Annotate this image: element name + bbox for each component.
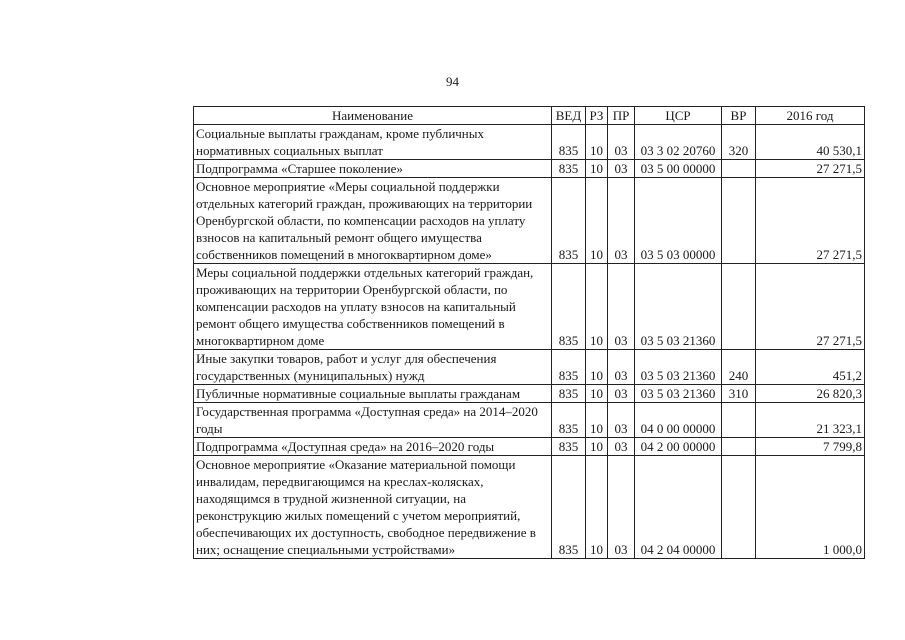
row-name xyxy=(194,178,552,264)
row-name-line: Социальные выплаты гражданам, кроме публичных xyxy=(196,126,484,141)
row-pr: 03 xyxy=(608,438,635,456)
header-year: 2016 год xyxy=(756,107,865,125)
table-row xyxy=(194,178,865,264)
row-name-line: Подпрограмма «Старшее поколение» xyxy=(196,161,403,176)
header-name: Наименование xyxy=(194,107,552,125)
row-ved: 835 xyxy=(552,350,586,385)
row-name-line: взносов на капитальный ремонт общего имущества xyxy=(196,230,482,245)
table-row xyxy=(194,438,865,456)
row-csr: 04 0 00 00000 xyxy=(635,403,722,438)
row-name xyxy=(194,438,552,456)
row-csr: 03 5 03 00000 xyxy=(635,178,722,264)
row-name-line: Основное мероприятие «Меры социальной поддержки xyxy=(196,179,500,194)
row-rz: 10 xyxy=(586,350,608,385)
page-number: 94 xyxy=(446,74,459,89)
row-vr: 310 xyxy=(722,385,756,403)
header-vr: ВР xyxy=(722,107,756,125)
row-ved: 835 xyxy=(552,403,586,438)
table-row xyxy=(194,403,865,438)
row-ved: 835 xyxy=(552,438,586,456)
table-row xyxy=(194,456,865,559)
row-ved: 835 xyxy=(552,385,586,403)
row-csr: 03 5 03 21360 xyxy=(635,350,722,385)
table-header-row xyxy=(194,107,865,125)
row-csr: 04 2 00 00000 xyxy=(635,438,722,456)
table-row xyxy=(194,125,865,160)
row-name-line: Подпрограмма «Доступная среда» на 2016–2020 годы xyxy=(196,439,495,454)
row-vr xyxy=(722,264,756,350)
row-vr xyxy=(722,403,756,438)
row-csr: 03 3 02 20760 xyxy=(635,125,722,160)
row-ved: 835 xyxy=(552,456,586,559)
row-pr: 03 xyxy=(608,456,635,559)
row-rz: 10 xyxy=(586,403,608,438)
row-pr: 03 xyxy=(608,385,635,403)
row-csr: 03 5 00 00000 xyxy=(635,160,722,178)
row-name-line: собственников помещений в многоквартирном доме» xyxy=(196,247,492,262)
table-row xyxy=(194,385,865,403)
row-amount: 21 323,1 xyxy=(756,403,865,438)
row-amount: 27 271,5 xyxy=(756,264,865,350)
row-ved: 835 xyxy=(552,264,586,350)
row-name xyxy=(194,456,552,559)
row-name-line: нормативных социальных выплат xyxy=(196,143,383,158)
row-name-line: обеспечивающих их доступность, свободное передвижение в xyxy=(196,525,536,540)
row-rz: 10 xyxy=(586,160,608,178)
row-amount: 27 271,5 xyxy=(756,160,865,178)
row-name xyxy=(194,125,552,160)
header-csr: ЦСР xyxy=(635,107,722,125)
table-row xyxy=(194,264,865,350)
row-csr: 03 5 03 21360 xyxy=(635,264,722,350)
row-rz: 10 xyxy=(586,385,608,403)
row-rz: 10 xyxy=(586,125,608,160)
row-vr xyxy=(722,456,756,559)
row-name-line: отдельных категорий граждан, проживающих на территории xyxy=(196,196,533,211)
row-ved: 835 xyxy=(552,125,586,160)
row-vr: 320 xyxy=(722,125,756,160)
row-name-line: Основное мероприятие «Оказание материальной помощи xyxy=(196,457,516,472)
row-amount: 7 799,8 xyxy=(756,438,865,456)
row-vr xyxy=(722,178,756,264)
row-amount: 451,2 xyxy=(756,350,865,385)
row-name-line: инвалидам, передвигающимся на креслах-колясках, xyxy=(196,474,484,489)
row-amount: 26 820,3 xyxy=(756,385,865,403)
row-pr: 03 xyxy=(608,264,635,350)
row-name-line: проживающих на территории Оренбургской области, по xyxy=(196,282,508,297)
row-rz: 10 xyxy=(586,456,608,559)
row-rz: 10 xyxy=(586,264,608,350)
header-ved: ВЕД xyxy=(552,107,586,125)
table-row xyxy=(194,350,865,385)
row-name-line: Иные закупки товаров, работ и услуг для обеспечения xyxy=(196,351,497,366)
row-pr: 03 xyxy=(608,350,635,385)
row-name-line: реконструкцию жилых помещений с учетом мероприятий, xyxy=(196,508,521,523)
row-name xyxy=(194,385,552,403)
row-pr: 03 xyxy=(608,125,635,160)
row-name-line: них; оснащение специальными устройствами» xyxy=(196,542,456,557)
row-rz: 10 xyxy=(586,178,608,264)
row-amount: 1 000,0 xyxy=(756,456,865,559)
row-vr: 240 xyxy=(722,350,756,385)
row-ved: 835 xyxy=(552,160,586,178)
row-ved: 835 xyxy=(552,178,586,264)
row-csr: 03 5 03 21360 xyxy=(635,385,722,403)
row-rz: 10 xyxy=(586,438,608,456)
row-name-line: многоквартирном доме xyxy=(196,333,325,348)
row-vr xyxy=(722,438,756,456)
row-name-line: Государственная программа «Доступная среда» на 2014–2020 xyxy=(196,404,538,419)
row-name-line: государственных (муниципальных) нужд xyxy=(196,368,425,383)
row-name xyxy=(194,160,552,178)
header-pr: ПР xyxy=(608,107,635,125)
table-row xyxy=(194,160,865,178)
row-name-line: компенсации расходов на уплату взносов на капитальный xyxy=(196,299,516,314)
budget-table xyxy=(193,106,865,559)
row-amount: 40 530,1 xyxy=(756,125,865,160)
row-name-line: Публичные нормативные социальные выплаты гражданам xyxy=(196,386,521,401)
row-pr: 03 xyxy=(608,403,635,438)
row-name-line: Оренбургской области, по компенсации расходов на уплату xyxy=(196,213,526,228)
row-pr: 03 xyxy=(608,178,635,264)
row-name xyxy=(194,403,552,438)
row-name-line: находящимся в трудной жизненной ситуации, на xyxy=(196,491,467,506)
row-vr xyxy=(722,160,756,178)
row-name-line: Меры социальной поддержки отдельных категорий граждан, xyxy=(196,265,534,280)
row-name xyxy=(194,264,552,350)
row-pr: 03 xyxy=(608,160,635,178)
row-csr: 04 2 04 00000 xyxy=(635,456,722,559)
header-rz: РЗ xyxy=(586,107,608,125)
row-name-line: годы xyxy=(196,421,223,436)
row-amount: 27 271,5 xyxy=(756,178,865,264)
row-name xyxy=(194,350,552,385)
row-name-line: ремонт общего имущества собственников помещений в xyxy=(196,316,505,331)
